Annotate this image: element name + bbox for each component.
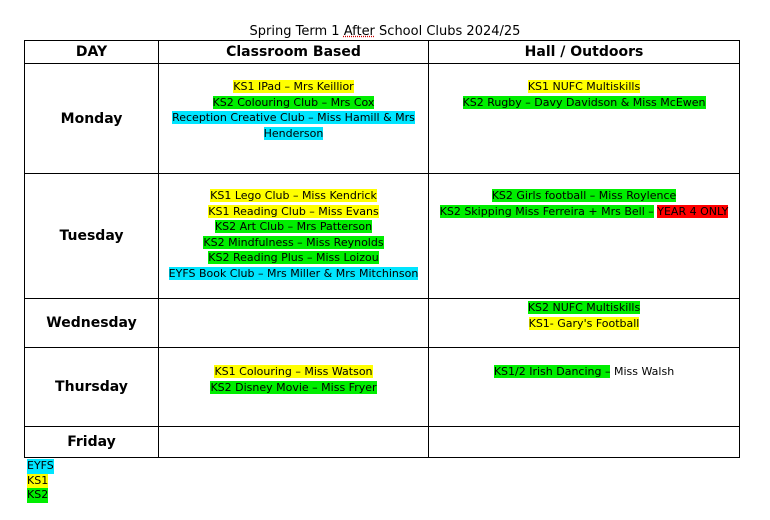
- table-row-thursday: [25, 348, 740, 427]
- club-text: KS2 Rugby – Davy Davidson & Miss McEwen: [462, 95, 706, 109]
- day-label: Friday: [25, 427, 159, 458]
- club-entry: [429, 364, 739, 380]
- club-text: KS2 Disney Movie – Miss Fryer: [210, 380, 377, 394]
- classroom-cell: [159, 427, 429, 458]
- legend-ks1: KS1: [27, 473, 49, 487]
- document-title: [0, 24, 770, 39]
- table-row-wednesday: [25, 299, 740, 348]
- club-text: Reception Creative Club – Miss Hamill & Mrs Henderson: [172, 111, 415, 140]
- table-row-tuesday: [25, 174, 740, 299]
- hall-cell: [429, 174, 740, 299]
- legend-eyfs: EYFS: [27, 459, 54, 472]
- club-entry: [429, 95, 739, 111]
- club-entry: [159, 235, 428, 251]
- day-label: Tuesday: [25, 174, 159, 299]
- table-row-monday: [25, 64, 740, 174]
- header-day: DAY: [25, 41, 159, 64]
- club-extra-text: Miss Walsh: [613, 365, 675, 378]
- classroom-cell: [159, 299, 429, 348]
- day-label: Wednesday: [25, 299, 159, 348]
- header-hall: Hall / Outdoors: [429, 41, 740, 64]
- header-classroom: Classroom Based: [159, 41, 429, 64]
- table-row-friday: [25, 427, 740, 458]
- classroom-cell: [159, 174, 429, 299]
- club-entry: [159, 204, 428, 220]
- club-entry: [429, 316, 739, 332]
- club-text: EYFS Book Club – Mrs Miller & Mrs Mitchinson: [168, 266, 419, 280]
- club-entry: [159, 188, 428, 204]
- hall-cell: [429, 348, 740, 427]
- club-text: KS1/2 Irish Dancing –: [493, 365, 611, 378]
- club-text: KS2 Skipping Miss Ferreira + Mrs Bell –: [439, 204, 654, 218]
- club-text: KS2 Colouring Club – Mrs Cox: [212, 95, 375, 109]
- day-label: Monday: [25, 64, 159, 174]
- club-text: KS1 NUFC Multiskills: [527, 80, 641, 93]
- club-entry: [159, 250, 428, 266]
- club-text: KS1- Gary's Football: [528, 316, 640, 330]
- club-text: KS2 Mindfulness – Miss Reynolds: [203, 235, 384, 249]
- hall-cell: [429, 64, 740, 174]
- legend-ks2: KS2: [27, 488, 49, 501]
- color-legend: [27, 459, 54, 503]
- club-entry: [429, 79, 739, 95]
- club-entry: [429, 300, 739, 316]
- day-label: Thursday: [25, 348, 159, 427]
- club-entry: [159, 266, 428, 282]
- title-part-3: School Clubs 2024/25: [379, 24, 521, 39]
- club-entry: [429, 188, 739, 204]
- club-entry: [159, 95, 428, 111]
- club-entry: [159, 79, 428, 95]
- club-entry: [159, 380, 428, 396]
- club-entry: [159, 219, 428, 235]
- club-text: KS1 IPad – Mrs Keillior: [233, 80, 354, 93]
- club-entry: [159, 364, 428, 380]
- club-text: KS1 Reading Club – Miss Evans: [208, 204, 379, 218]
- club-entry: [429, 204, 739, 220]
- club-text: KS2 Reading Plus – Miss Loizou: [208, 251, 379, 264]
- clubs-table: [24, 40, 740, 458]
- club-extra-text: YEAR 4 ONLY: [657, 204, 729, 218]
- club-text: KS1 Lego Club – Miss Kendrick: [210, 189, 377, 202]
- club-text: KS1 Colouring – Miss Watson: [214, 365, 373, 378]
- header-row: [25, 41, 740, 64]
- club-entry: [159, 110, 428, 141]
- title-part-1: Spring Term 1: [249, 24, 340, 39]
- club-text: KS2 NUFC Multiskills: [527, 301, 641, 314]
- hall-cell: [429, 427, 740, 458]
- classroom-cell: [159, 64, 429, 174]
- title-part-2: After: [343, 24, 375, 39]
- club-text: KS2 Art Club – Mrs Patterson: [214, 220, 373, 233]
- club-text: KS2 Girls football – Miss Roylence: [491, 189, 677, 202]
- classroom-cell: [159, 348, 429, 427]
- hall-cell: [429, 299, 740, 348]
